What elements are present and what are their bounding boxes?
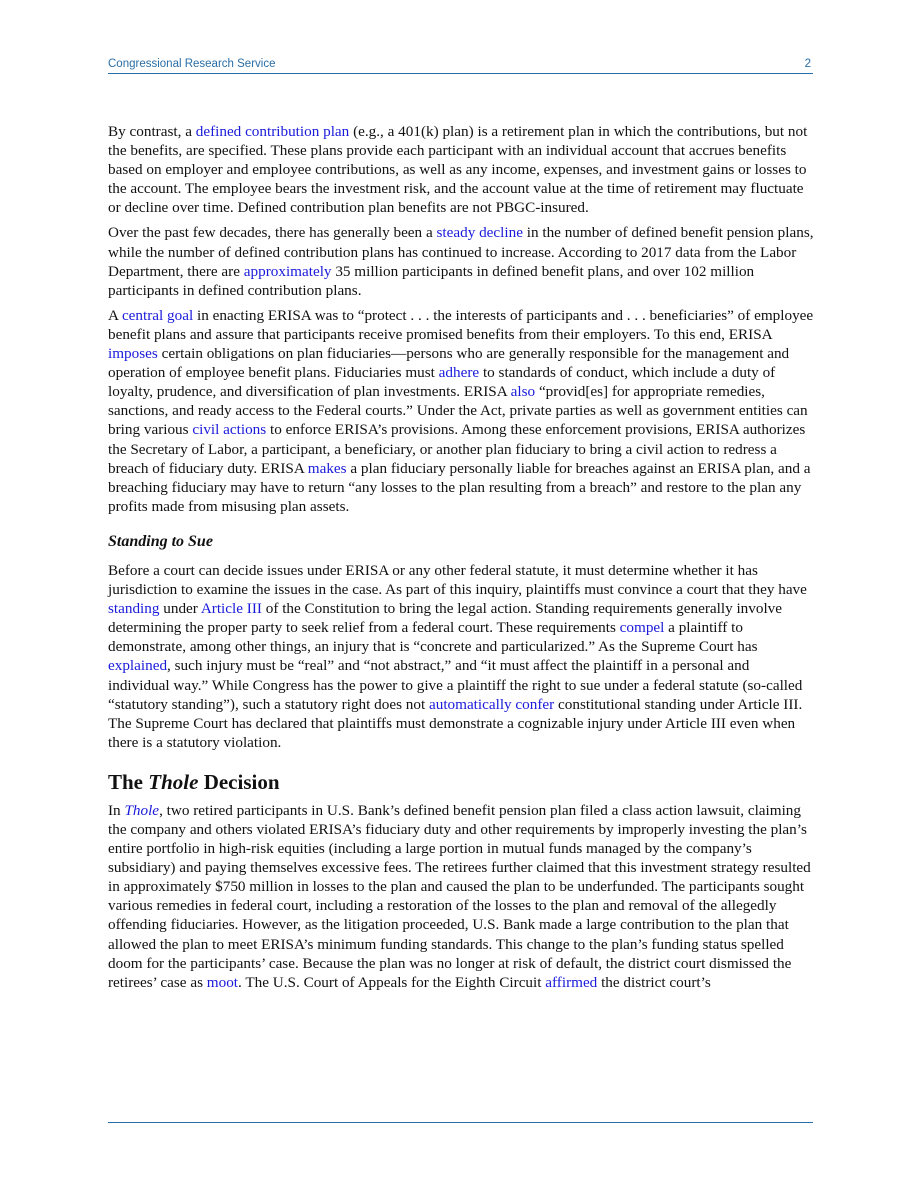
heading-post: Decision — [198, 769, 280, 794]
text: in the number of defined benefit pension plans, while the number of defined contribution plans has continued to increase. According to 2017 data from the Labor Department, there are — [108, 224, 814, 280]
text: to standards of conduct, which include a duty of loyalty, prudence, and diversification of plan investments. ERISA — [108, 364, 776, 401]
heading-thole-decision — [108, 769, 814, 795]
text: Before a court can decide issues under ERISA or any other federal statute, it must determine whether it has jurisdiction to examine the issues in the case. As part of this inquiry, plaintiffs must convince a court that they have — [108, 561, 807, 599]
link-also[interactable]: also — [510, 383, 536, 401]
text: in enacting ERISA was to “protect . . . the interests of participants and . . . beneficiaries” of employee benefit plans and assure that participants receive promised benefits from their employers. To this end, ERISA — [108, 306, 814, 343]
link-standing[interactable]: standing — [108, 600, 160, 618]
link-adhere[interactable]: adhere — [438, 364, 480, 382]
text: under — [159, 600, 201, 618]
text: . The U.S. Court of Appeals for the Eighth Circuit — [238, 973, 546, 991]
text: the district court’s — [597, 973, 711, 991]
heading-pre: The — [108, 769, 149, 794]
text: to enforce ERISA’s provisions. Among these enforcement provisions, ERISA authorizes the Secretary of Labor, a participant, a beneficiary, or another plan fiduciary to bring a civil action to redress a breach of fiduciary duty. ERISA — [108, 421, 806, 477]
text: “provid[es] for appropriate remedies, sanctions, and ready access to the Federal courts.” Under the Act, private parties as well as government entities can bring various — [108, 383, 808, 439]
text: Over the past few decades, there has generally been a — [108, 224, 437, 242]
link-central-goal[interactable]: central goal — [121, 306, 194, 324]
text: In — [108, 801, 125, 819]
paragraph-3 — [108, 306, 814, 516]
link-automatically-confer[interactable]: automatically confer — [428, 695, 555, 713]
footer-divider — [108, 1122, 813, 1123]
link-makes[interactable]: makes — [307, 459, 347, 477]
text: of the Constitution to bring the legal action. Standing requirements generally involve determining the proper party to seek relief from a federal court. These requirements — [108, 600, 783, 637]
text: , two retired participants in U.S. Bank’s defined benefit pension plan filed a class action lawsuit, claiming the company and others violated ERISA’s fiduciary duty and other requirements by improperly investing the plan’s entire portfolio in high-risk equities (including a large portion in mutual funds managed by the company’s subsidiary) and paying themselves excessive fees. The retirees further claimed that this investment strategy resulted in approximately $750 million in losses to the plan and caused the plan to be underfunded. The participants sought various remedies in federal court, including a restoration of the losses to the plan and removal of the allegedly offending fiduciaries. However, as the litigation proceeded, U.S. Bank made a large contribution to the plan that allowed the plan to meet ERISA’s minimum funding standards. This change to the plan’s funding status spelled doom for the participants’ case. Because the plan was no longer at risk of default, the district court dismissed the retirees’ case as — [108, 801, 811, 991]
text: A — [108, 306, 122, 324]
link-article-iii[interactable]: Article III — [200, 600, 262, 618]
text: (e.g., a 401(k) plan) is a retirement plan in which the contributions, but not the benefits, are specified. These plans provide each participant with an individual account that accrues benefits based on employer and employee contributions, as well as any income, expenses, and investment gains or losses to the account. The employee bears the investment risk, and the account value at the time of retirement may fluctuate or decline over time. Defined contribution plan benefits are not PBGC-insured. — [108, 123, 808, 217]
header-org: Congressional Research Service — [108, 58, 276, 70]
link-compel[interactable]: compel — [619, 619, 665, 637]
document-body — [108, 122, 814, 998]
text: a plan fiduciary personally liable for breaches against an ERISA plan, and a breaching fiduciary may have to return “any losses to the plan resulting from a breach” and restore to the plan any profits made from misusing plan assets. — [108, 459, 811, 515]
text: , such injury must be “real” and “not abstract,” and “it must affect the plaintiff in a personal and individual way.” While Congress has the power to give a plaintiff the right to sue under a federal statute (so-called “statutory standing”), such a statutory right does not — [108, 657, 803, 713]
text: a plaintiff to demonstrate, among other things, an injury that is “concrete and particularized.” As the Supreme Court has — [108, 619, 758, 656]
paragraph-2 — [108, 223, 814, 299]
page-number: 2 — [804, 58, 811, 70]
page-header — [108, 57, 813, 74]
subheading-standing-to-sue: Standing to Sue — [108, 532, 213, 550]
text: certain obligations on plan fiduciaries—persons who are generally responsible for the management and operation of employee benefit plans. Fiduciaries must — [108, 345, 790, 382]
link-steady-decline[interactable]: steady decline — [436, 224, 523, 242]
link-civil-actions[interactable]: civil actions — [192, 421, 267, 439]
link-explained[interactable]: explained — [108, 657, 168, 675]
text: By contrast, a — [108, 123, 196, 140]
link-affirmed[interactable]: affirmed — [545, 973, 598, 991]
link-defined-contribution-plan[interactable]: defined contribution plan — [195, 123, 350, 140]
text: 35 million participants in defined benefit plans, and over 102 million participants in defined contribution plans. — [108, 262, 755, 299]
paragraph-1 — [108, 122, 814, 217]
text: constitutional standing under Article III. The Supreme Court has declared that plaintiffs must demonstrate a cognizable injury under Article III even when there is a statutory violation. — [108, 695, 803, 751]
paragraph-5 — [108, 801, 814, 992]
paragraph-4 — [108, 561, 814, 752]
link-moot[interactable]: moot — [206, 973, 239, 991]
heading-italic: Thole — [148, 769, 199, 794]
link-thole[interactable]: Thole — [124, 801, 160, 819]
link-imposes[interactable]: imposes — [108, 345, 158, 363]
link-approximately[interactable]: approximately — [243, 262, 332, 280]
